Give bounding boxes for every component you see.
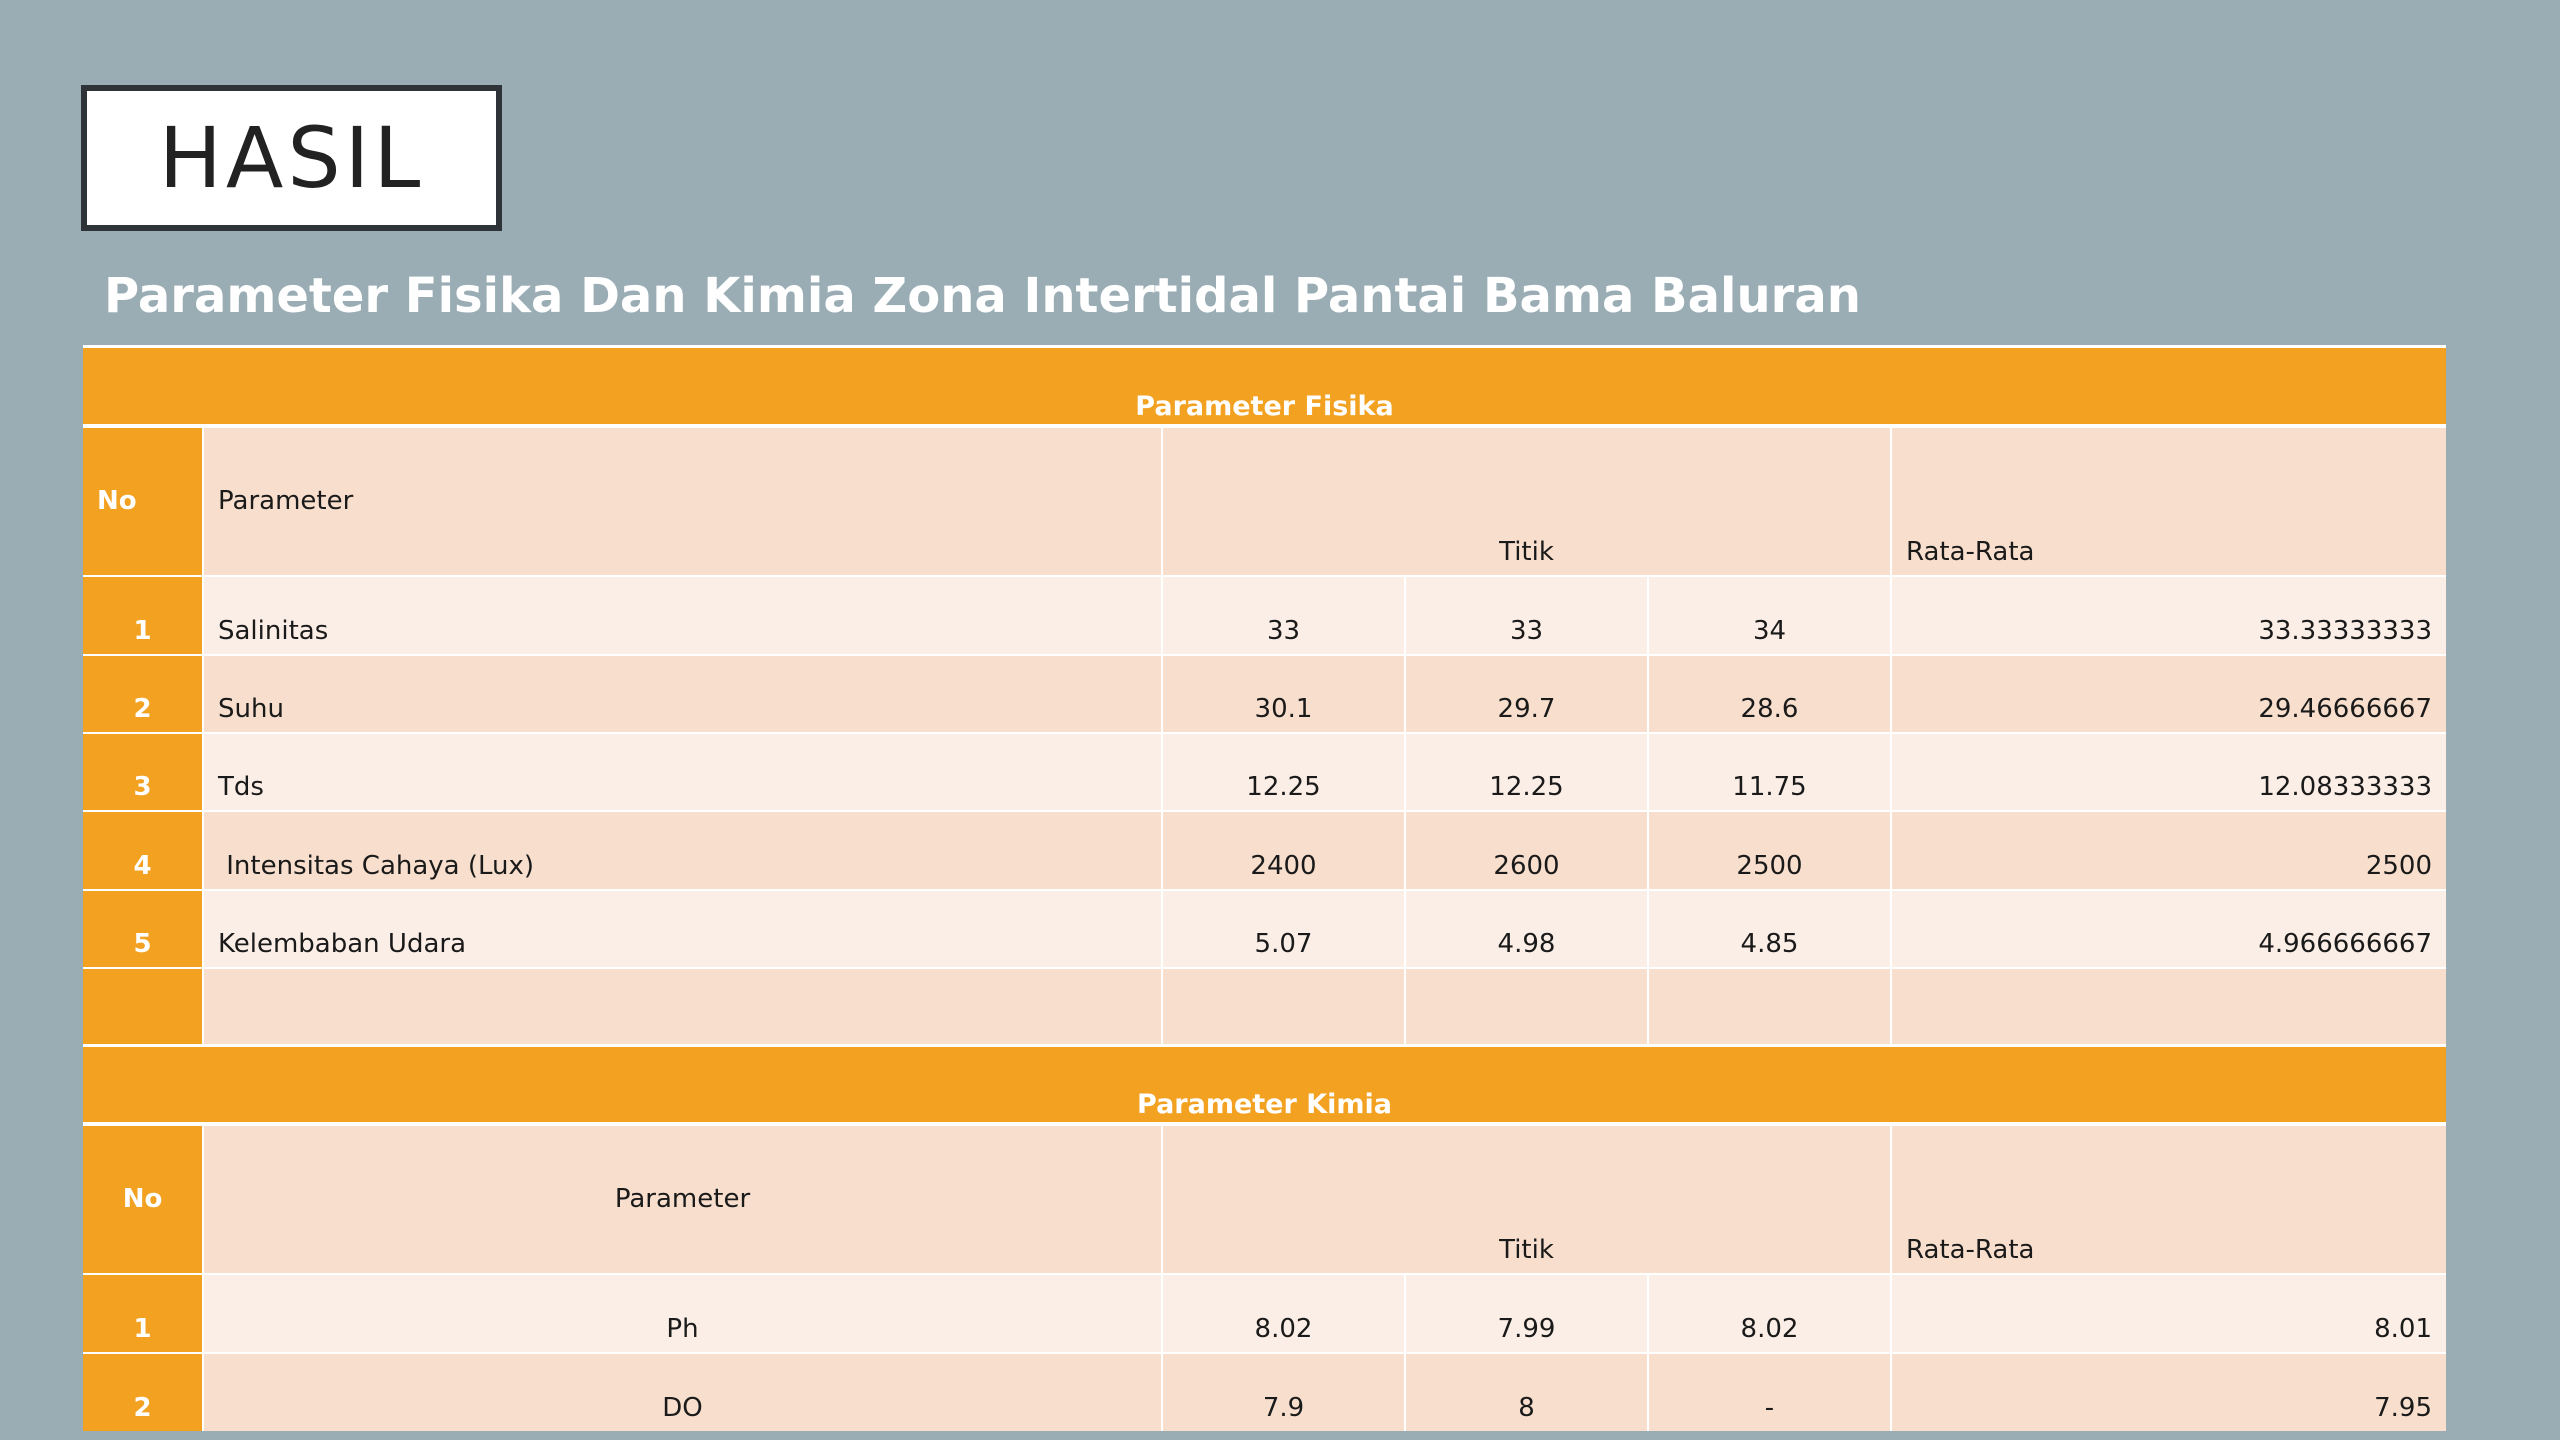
- row-titik-2: 29.7: [1405, 655, 1648, 733]
- row-titik-1: 33: [1162, 576, 1405, 655]
- row-no: 1: [83, 1274, 203, 1353]
- row-titik-2: 4.98: [1405, 890, 1648, 968]
- row-parameter: Kelembaban Udara: [203, 890, 1162, 968]
- table-row-empty: [83, 968, 2446, 1046]
- row-no: 4: [83, 811, 203, 890]
- table-row: [83, 890, 2446, 968]
- slide-title: HASIL: [158, 109, 425, 207]
- row-empty-cell: [1648, 968, 1891, 1046]
- kimia-header-no: No: [83, 1124, 203, 1274]
- table-row: [83, 1274, 2446, 1353]
- table-row: [83, 655, 2446, 733]
- fisika-header-titik: Titik: [1162, 426, 1891, 576]
- kimia-header-row: [83, 1124, 2446, 1274]
- row-parameter: Ph: [203, 1274, 1162, 1353]
- table-row: [83, 576, 2446, 655]
- row-rata: 7.95: [1891, 1353, 2446, 1431]
- row-empty-cell: [1891, 968, 2446, 1046]
- row-titik-1: 8.02: [1162, 1274, 1405, 1353]
- band-kimia-label: Parameter Kimia: [83, 1046, 2446, 1124]
- row-titik-2: 12.25: [1405, 733, 1648, 811]
- row-titik-3: 11.75: [1648, 733, 1891, 811]
- table-row: [83, 811, 2446, 890]
- row-titik-3: 4.85: [1648, 890, 1891, 968]
- slide-subtitle: Parameter Fisika Dan Kimia Zona Intertidal Pantai Bama Baluran: [104, 268, 1861, 324]
- fisika-header-row: [83, 426, 2446, 576]
- row-titik-2: 7.99: [1405, 1274, 1648, 1353]
- row-parameter: Tds: [203, 733, 1162, 811]
- row-no: 5: [83, 890, 203, 968]
- fisika-header-parameter: Parameter: [203, 426, 1162, 576]
- row-parameter: Intensitas Cahaya (Lux): [203, 811, 1162, 890]
- row-rata: 29.46666667: [1891, 655, 2446, 733]
- row-parameter: DO: [203, 1353, 1162, 1431]
- row-rata: 2500: [1891, 811, 2446, 890]
- row-rata: 12.08333333: [1891, 733, 2446, 811]
- band-kimia: [83, 1046, 2446, 1124]
- row-rata: 4.966666667: [1891, 890, 2446, 968]
- row-titik-1: 7.9: [1162, 1353, 1405, 1431]
- row-titik-3: -: [1648, 1353, 1891, 1431]
- row-titik-3: 2500: [1648, 811, 1891, 890]
- row-rata: 8.01: [1891, 1274, 2446, 1353]
- slide-title-box: [81, 85, 502, 231]
- table-row: [83, 1353, 2446, 1431]
- row-no: 3: [83, 733, 203, 811]
- row-no: 2: [83, 655, 203, 733]
- parameter-table: [83, 345, 2446, 1431]
- kimia-header-titik: Titik: [1162, 1124, 1891, 1274]
- band-fisika-label: Parameter Fisika: [83, 347, 2446, 426]
- row-titik-2: 8: [1405, 1353, 1648, 1431]
- row-titik-1: 30.1: [1162, 655, 1405, 733]
- fisika-header-rata: Rata-Rata: [1891, 426, 2446, 576]
- row-rata: 33.33333333: [1891, 576, 2446, 655]
- table-row: [83, 733, 2446, 811]
- row-titik-3: 34: [1648, 576, 1891, 655]
- kimia-header-parameter: Parameter: [203, 1124, 1162, 1274]
- row-titik-1: 2400: [1162, 811, 1405, 890]
- row-titik-3: 8.02: [1648, 1274, 1891, 1353]
- row-empty-cell: [203, 968, 1162, 1046]
- kimia-header-rata: Rata-Rata: [1891, 1124, 2446, 1274]
- row-parameter: Suhu: [203, 655, 1162, 733]
- row-titik-2: 2600: [1405, 811, 1648, 890]
- band-fisika: [83, 347, 2446, 426]
- row-titik-1: 12.25: [1162, 733, 1405, 811]
- fisika-header-no: No: [83, 426, 203, 576]
- row-no: 2: [83, 1353, 203, 1431]
- row-no: 1: [83, 576, 203, 655]
- row-titik-1: 5.07: [1162, 890, 1405, 968]
- row-no-empty: [83, 968, 203, 1046]
- row-empty-cell: [1162, 968, 1405, 1046]
- row-empty-cell: [1405, 968, 1648, 1046]
- row-titik-3: 28.6: [1648, 655, 1891, 733]
- row-parameter: Salinitas: [203, 576, 1162, 655]
- row-titik-2: 33: [1405, 576, 1648, 655]
